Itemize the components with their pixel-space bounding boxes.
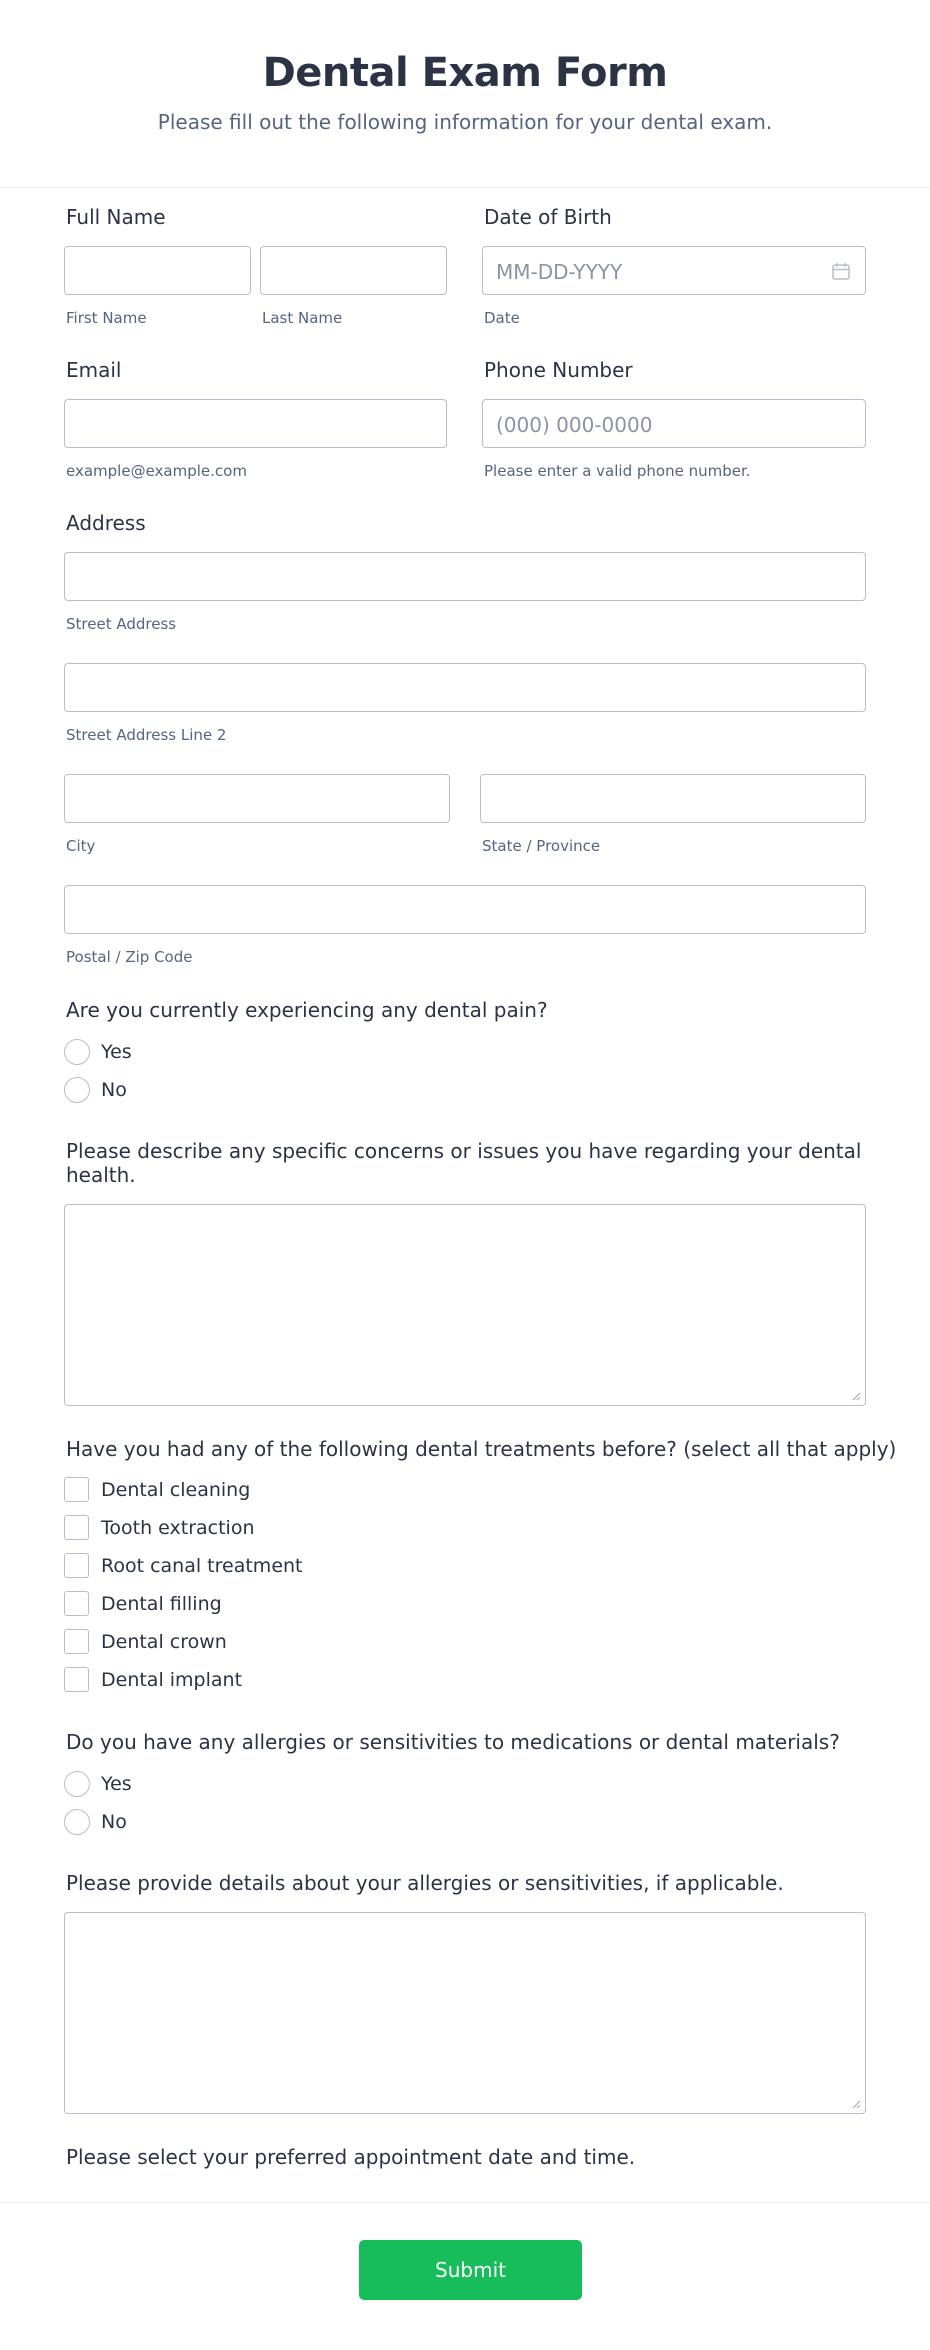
phone-label: Phone Number: [484, 358, 633, 382]
state-input[interactable]: [480, 774, 866, 823]
concerns-question: Please describe any specific concerns or issues you have regarding your dental health.: [66, 1139, 862, 1187]
option-label: Dental cleaning: [101, 1479, 251, 1501]
dob-input[interactable]: [482, 246, 866, 295]
resize-grip-icon[interactable]: [851, 1391, 861, 1401]
option-label: Dental crown: [101, 1631, 227, 1653]
option-label: No: [101, 1079, 127, 1101]
checkbox[interactable]: [64, 1667, 89, 1692]
phone-placeholder: (000) 000-0000: [496, 413, 653, 437]
street-address-input[interactable]: [64, 552, 866, 601]
option-label: Dental implant: [101, 1669, 243, 1691]
radio-button[interactable]: [64, 1771, 90, 1797]
address-label: Address: [66, 511, 146, 535]
street-address-line2-sublabel: Street Address Line 2: [66, 726, 227, 744]
allergy-details-question: Please provide details about your allergies or sensitivities, if applicable.: [66, 1871, 784, 1895]
first-name-sublabel: First Name: [66, 309, 147, 327]
form-title: Dental Exam Form: [262, 50, 668, 96]
email-label: Email: [66, 358, 122, 382]
option-label: Root canal treatment: [101, 1555, 303, 1577]
checkbox[interactable]: [64, 1629, 89, 1654]
treatments-question: Have you had any of the following dental treatments before? (select all that apply): [66, 1437, 897, 1461]
checkbox[interactable]: [64, 1477, 89, 1502]
option-label: No: [101, 1811, 127, 1833]
concerns-textarea[interactable]: [64, 1204, 866, 1406]
resize-grip-icon[interactable]: [851, 2099, 861, 2109]
dental-pain-question: Are you currently experiencing any dental pain?: [66, 998, 548, 1022]
radio-button[interactable]: [64, 1809, 90, 1835]
option-label: Dental filling: [101, 1593, 222, 1615]
radio-button[interactable]: [64, 1077, 90, 1103]
dob-label: Date of Birth: [484, 205, 612, 229]
checkbox[interactable]: [64, 1553, 89, 1578]
option-label: Tooth extraction: [101, 1517, 255, 1539]
street-address-line2-input[interactable]: [64, 663, 866, 712]
allergies-question: Do you have any allergies or sensitivities to medications or dental materials?: [66, 1730, 840, 1754]
appointment-question: Please select your preferred appointment date and time.: [66, 2145, 636, 2169]
first-name-input[interactable]: [64, 246, 251, 295]
form-footer: [0, 2202, 930, 2350]
zip-sublabel: Postal / Zip Code: [66, 948, 193, 966]
street-address-sublabel: Street Address: [66, 615, 177, 633]
state-sublabel: State / Province: [482, 837, 601, 855]
dob-sublabel: Date: [484, 309, 520, 327]
form-subtitle: Please fill out the following information for your dental exam.: [157, 110, 773, 134]
last-name-input[interactable]: [260, 246, 447, 295]
submit-button[interactable]: Submit: [359, 2240, 582, 2300]
full-name-label: Full Name: [66, 205, 166, 229]
phone-sublabel: Please enter a valid phone number.: [484, 462, 751, 480]
city-sublabel: City: [66, 837, 96, 855]
radio-button[interactable]: [64, 1039, 90, 1065]
form-header: [0, 0, 930, 188]
email-sublabel: example@example.com: [66, 462, 247, 480]
option-label: Yes: [101, 1773, 132, 1795]
last-name-sublabel: Last Name: [262, 309, 343, 327]
checkbox[interactable]: [64, 1591, 89, 1616]
option-label: Yes: [101, 1041, 132, 1063]
allergy-details-textarea[interactable]: [64, 1912, 866, 2114]
calendar-icon[interactable]: [831, 261, 851, 281]
email-input[interactable]: [64, 399, 447, 448]
phone-input[interactable]: [482, 399, 866, 448]
dob-placeholder: MM-DD-YYYY: [496, 260, 623, 284]
city-input[interactable]: [64, 774, 450, 823]
checkbox[interactable]: [64, 1515, 89, 1540]
zip-input[interactable]: [64, 885, 866, 934]
